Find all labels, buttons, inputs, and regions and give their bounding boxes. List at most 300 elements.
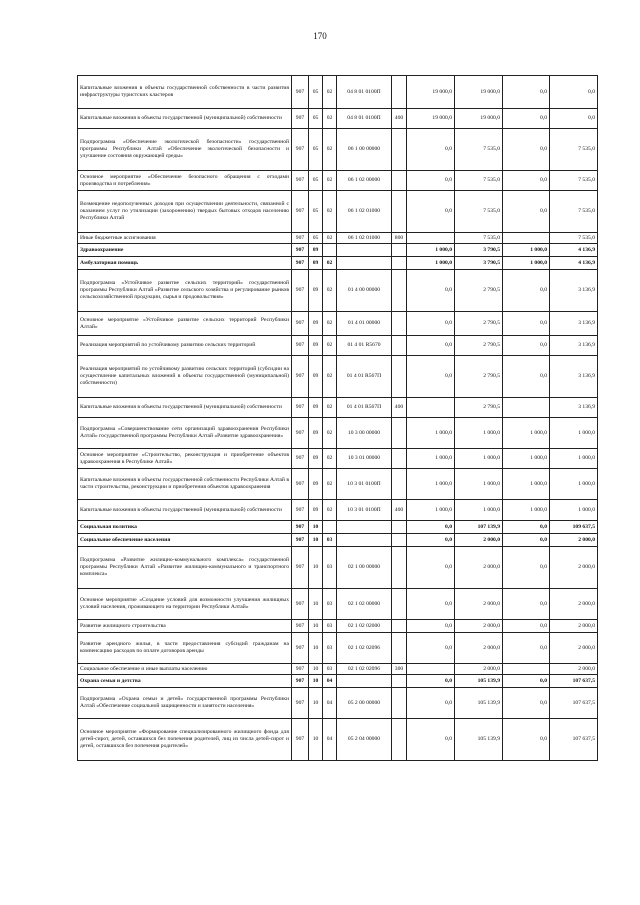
cell-amount-4: 2 000,0 xyxy=(550,589,598,620)
cell-amount-4: 7 535,0 xyxy=(550,129,598,171)
cell-amount-4: 1 000,0 xyxy=(550,449,598,469)
cell-amount-1: 0,0 xyxy=(407,129,455,171)
cell-subsection: 02 xyxy=(323,500,337,521)
cell-amount-1: 0,0 xyxy=(407,312,455,336)
cell-amount-4: 107 637,5 xyxy=(550,675,598,688)
cell-subsection: 04 xyxy=(323,688,337,719)
cell-amount-3: 0,0 xyxy=(503,336,550,356)
cell-expense-type xyxy=(392,244,407,257)
cell-amount-1 xyxy=(407,664,455,675)
cell-amount-2: 2 000,0 xyxy=(455,664,503,675)
cell-amount-3: 0,0 xyxy=(503,688,550,719)
budget-table-body xyxy=(78,76,598,761)
cell-expense-type xyxy=(392,257,407,270)
cell-admin-code: 907 xyxy=(292,521,309,534)
cell-amount-1: 1 000,0 xyxy=(407,449,455,469)
cell-amount-1 xyxy=(407,233,455,244)
cell-target-article xyxy=(337,521,392,534)
cell-admin-code: 907 xyxy=(292,589,309,620)
cell-amount-2: 7 535,0 xyxy=(455,129,503,171)
cell-section: 09 xyxy=(309,418,323,449)
cell-amount-2: 1 000,0 xyxy=(455,469,503,500)
cell-amount-4: 3 136,9 xyxy=(550,398,598,418)
cell-amount-4: 7 535,0 xyxy=(550,171,598,191)
cell-section: 10 xyxy=(309,589,323,620)
cell-admin-code: 907 xyxy=(292,109,309,129)
cell-amount-3: 0,0 xyxy=(503,171,550,191)
cell-section: 05 xyxy=(309,76,323,109)
cell-amount-2: 105 139,9 xyxy=(455,719,503,761)
cell-target-article: 01 4 00 00000 xyxy=(337,270,392,312)
cell-name: Капитальные вложения в объекты государственной собственности в части развития инфраструктуры туристских кластеров xyxy=(78,76,292,109)
cell-target-article: 05 2 04 00000 xyxy=(337,719,392,761)
cell-amount-4: 2 000,0 xyxy=(550,534,598,547)
cell-target-article: 02 1 02 02096 xyxy=(337,633,392,664)
cell-amount-4: 4 136,9 xyxy=(550,244,598,257)
cell-expense-type xyxy=(392,418,407,449)
cell-admin-code: 907 xyxy=(292,500,309,521)
cell-subsection: 02 xyxy=(323,398,337,418)
table-row xyxy=(78,191,598,233)
cell-amount-1: 0,0 xyxy=(407,171,455,191)
cell-subsection: 02 xyxy=(323,449,337,469)
cell-amount-1: 0,0 xyxy=(407,589,455,620)
cell-amount-3 xyxy=(503,398,550,418)
cell-name: Подпрограмма «Развитие жилищно-коммунального комплекса» государственной программы Республики Алтай «Развитие жилищно-коммунального и транспортного комплекса» xyxy=(78,547,292,589)
cell-admin-code: 907 xyxy=(292,76,309,109)
cell-amount-1: 0,0 xyxy=(407,534,455,547)
table-row xyxy=(78,76,598,109)
cell-amount-3: 0,0 xyxy=(503,191,550,233)
table-row xyxy=(78,398,598,418)
cell-target-article: 04 8 01 0100П xyxy=(337,76,392,109)
cell-amount-3: 0,0 xyxy=(503,109,550,129)
cell-name: Капитальные вложения в объекты государственной собственности Республики Алтай в части строительства, реконструкции и приобретения объектов здравоохранения xyxy=(78,469,292,500)
cell-amount-1: 19 000,0 xyxy=(407,76,455,109)
cell-amount-1: 1 000,0 xyxy=(407,257,455,270)
cell-amount-1: 0,0 xyxy=(407,356,455,398)
cell-name: Социальное обеспечение населения xyxy=(78,534,292,547)
cell-amount-2: 2 000,0 xyxy=(455,547,503,589)
cell-subsection: 04 xyxy=(323,719,337,761)
table-row xyxy=(78,257,598,270)
cell-amount-3: 0,0 xyxy=(503,312,550,336)
cell-amount-3: 0,0 xyxy=(503,675,550,688)
cell-amount-1: 0,0 xyxy=(407,675,455,688)
cell-expense-type: 300 xyxy=(392,664,407,675)
cell-amount-4: 1 000,0 xyxy=(550,418,598,449)
cell-target-article: 02 1 00 00000 xyxy=(337,547,392,589)
cell-amount-4: 2 000,0 xyxy=(550,664,598,675)
cell-amount-3: 0,0 xyxy=(503,719,550,761)
cell-name: Реализация мероприятий по устойчивому развитию сельских территорий xyxy=(78,336,292,356)
cell-amount-1: 0,0 xyxy=(407,547,455,589)
cell-name: Основное мероприятие «Строительство, реконструкция и приобретение объектов здравоохранения в Республике Алтай» xyxy=(78,449,292,469)
cell-amount-3: 0,0 xyxy=(503,633,550,664)
cell-admin-code: 907 xyxy=(292,469,309,500)
cell-admin-code: 907 xyxy=(292,191,309,233)
cell-subsection: 02 xyxy=(323,469,337,500)
cell-name: Развитие арендного жилья, в части предоставления субсидий гражданам на компенсацию расходов по оплате договоров аренды xyxy=(78,633,292,664)
cell-amount-1: 0,0 xyxy=(407,719,455,761)
cell-target-article xyxy=(337,675,392,688)
cell-section: 09 xyxy=(309,469,323,500)
cell-amount-4: 2 000,0 xyxy=(550,620,598,633)
cell-subsection: 02 xyxy=(323,171,337,191)
cell-section: 09 xyxy=(309,449,323,469)
cell-name: Капитальные вложения в объекты государственной (муниципальной) собственности xyxy=(78,500,292,521)
cell-amount-3: 0,0 xyxy=(503,521,550,534)
cell-subsection xyxy=(323,521,337,534)
cell-amount-2: 2 000,0 xyxy=(455,534,503,547)
cell-amount-3: 0,0 xyxy=(503,534,550,547)
cell-subsection: 04 xyxy=(323,675,337,688)
cell-expense-type xyxy=(392,620,407,633)
cell-name: Основное мероприятие «Устойчивое развитие сельских территорий Республики Алтай» xyxy=(78,312,292,336)
cell-admin-code: 907 xyxy=(292,633,309,664)
cell-amount-2: 2 790,5 xyxy=(455,312,503,336)
cell-target-article: 10 3 00 00000 xyxy=(337,418,392,449)
budget-table xyxy=(77,75,598,761)
cell-section: 10 xyxy=(309,688,323,719)
cell-subsection: 03 xyxy=(323,620,337,633)
cell-target-article: 06 1 02 01000 xyxy=(337,191,392,233)
table-row xyxy=(78,534,598,547)
cell-amount-1: 1 000,0 xyxy=(407,500,455,521)
cell-subsection: 02 xyxy=(323,356,337,398)
cell-admin-code: 907 xyxy=(292,675,309,688)
cell-subsection: 02 xyxy=(323,233,337,244)
cell-section: 09 xyxy=(309,500,323,521)
cell-name: Капитальные вложения в объекты государственной (муниципальной) собственности xyxy=(78,109,292,129)
cell-target-article: 10 3 01 0100П xyxy=(337,469,392,500)
cell-section: 10 xyxy=(309,633,323,664)
cell-section: 10 xyxy=(309,675,323,688)
cell-admin-code: 907 xyxy=(292,719,309,761)
table-row xyxy=(78,312,598,336)
cell-amount-1 xyxy=(407,398,455,418)
cell-expense-type xyxy=(392,191,407,233)
cell-amount-1: 0,0 xyxy=(407,521,455,534)
cell-subsection: 02 xyxy=(323,109,337,129)
cell-admin-code: 907 xyxy=(292,312,309,336)
cell-name: Амбулаторная помощь xyxy=(78,257,292,270)
cell-expense-type xyxy=(392,534,407,547)
cell-amount-1: 1 000,0 xyxy=(407,469,455,500)
cell-target-article xyxy=(337,257,392,270)
cell-target-article: 05 2 00 00000 xyxy=(337,688,392,719)
cell-amount-2: 1 000,0 xyxy=(455,418,503,449)
cell-amount-3 xyxy=(503,233,550,244)
cell-name: Подпрограмма «Обеспечение экологической безопасности» государственной программы Республики Алтай «Обеспечение экологической безопасности и улучшение состояния окружающей среды» xyxy=(78,129,292,171)
cell-target-article: 10 3 01 0100П xyxy=(337,500,392,521)
cell-expense-type: 800 xyxy=(392,233,407,244)
cell-section: 09 xyxy=(309,312,323,336)
cell-amount-3: 0,0 xyxy=(503,620,550,633)
cell-amount-2: 107 139,9 xyxy=(455,521,503,534)
cell-amount-4: 1 000,0 xyxy=(550,469,598,500)
cell-amount-3: 0,0 xyxy=(503,76,550,109)
cell-subsection: 03 xyxy=(323,589,337,620)
cell-section: 10 xyxy=(309,547,323,589)
cell-amount-4: 107 637,5 xyxy=(550,688,598,719)
cell-amount-1: 1 000,0 xyxy=(407,418,455,449)
cell-admin-code: 907 xyxy=(292,664,309,675)
cell-amount-2: 7 535,0 xyxy=(455,233,503,244)
cell-admin-code: 907 xyxy=(292,620,309,633)
cell-amount-4: 7 535,0 xyxy=(550,233,598,244)
cell-subsection: 03 xyxy=(323,547,337,589)
cell-subsection: 02 xyxy=(323,129,337,171)
cell-expense-type: 400 xyxy=(392,398,407,418)
cell-amount-3: 0,0 xyxy=(503,356,550,398)
cell-section: 05 xyxy=(309,191,323,233)
cell-amount-2: 2 000,0 xyxy=(455,633,503,664)
table-row xyxy=(78,171,598,191)
cell-section: 09 xyxy=(309,336,323,356)
cell-admin-code: 907 xyxy=(292,688,309,719)
cell-target-article: 01 4 01 00000 xyxy=(337,312,392,336)
cell-amount-3: 1 000,0 xyxy=(503,257,550,270)
table-row xyxy=(78,664,598,675)
table-row xyxy=(78,633,598,664)
cell-amount-4: 1 000,0 xyxy=(550,500,598,521)
cell-section: 09 xyxy=(309,398,323,418)
cell-section: 10 xyxy=(309,664,323,675)
table-row xyxy=(78,449,598,469)
cell-expense-type: 400 xyxy=(392,500,407,521)
cell-amount-3: 1 000,0 xyxy=(503,244,550,257)
table-row xyxy=(78,270,598,312)
cell-target-article xyxy=(337,244,392,257)
cell-amount-4: 2 000,0 xyxy=(550,547,598,589)
cell-admin-code: 907 xyxy=(292,418,309,449)
table-row xyxy=(78,719,598,761)
table-row xyxy=(78,336,598,356)
cell-amount-4: 0,0 xyxy=(550,76,598,109)
cell-target-article xyxy=(337,534,392,547)
cell-amount-2: 3 790,5 xyxy=(455,257,503,270)
cell-section: 10 xyxy=(309,719,323,761)
cell-target-article: 06 1 00 00000 xyxy=(337,129,392,171)
cell-expense-type xyxy=(392,469,407,500)
cell-amount-2: 3 790,5 xyxy=(455,244,503,257)
cell-name: Иные бюджетные ассигнования xyxy=(78,233,292,244)
cell-amount-3: 0,0 xyxy=(503,589,550,620)
cell-amount-1: 1 000,0 xyxy=(407,244,455,257)
cell-amount-2: 2 000,0 xyxy=(455,589,503,620)
cell-amount-2: 1 000,0 xyxy=(455,449,503,469)
cell-amount-1: 0,0 xyxy=(407,620,455,633)
cell-amount-4: 3 136,9 xyxy=(550,270,598,312)
cell-subsection: 03 xyxy=(323,534,337,547)
cell-name: Возмещение недополученных доходов при осуществлении деятельности, связанной с оказанием услуг по утилизации (захоронению) твердых бытовых отходов населению Республики Алтай xyxy=(78,191,292,233)
cell-expense-type xyxy=(392,675,407,688)
cell-subsection: 02 xyxy=(323,191,337,233)
table-row xyxy=(78,620,598,633)
cell-expense-type xyxy=(392,589,407,620)
table-row xyxy=(78,469,598,500)
cell-expense-type xyxy=(392,633,407,664)
cell-name: Охрана семьи и детства xyxy=(78,675,292,688)
cell-subsection: 03 xyxy=(323,633,337,664)
cell-target-article: 06 1 02 00000 xyxy=(337,171,392,191)
table-row xyxy=(78,356,598,398)
cell-expense-type xyxy=(392,312,407,336)
cell-section: 05 xyxy=(309,171,323,191)
cell-admin-code: 907 xyxy=(292,129,309,171)
cell-subsection: 02 xyxy=(323,76,337,109)
cell-target-article: 04 8 01 0100П xyxy=(337,109,392,129)
cell-expense-type xyxy=(392,76,407,109)
cell-amount-3: 1 000,0 xyxy=(503,418,550,449)
cell-target-article: 02 1 02 02000 xyxy=(337,620,392,633)
cell-admin-code: 907 xyxy=(292,270,309,312)
cell-subsection: 02 xyxy=(323,336,337,356)
cell-expense-type xyxy=(392,270,407,312)
cell-name: Подпрограмма «Совершенствование сети организаций здравоохранения Республики Алтай» государственной программы Республики Алтай «Развитие здравоохранения» xyxy=(78,418,292,449)
cell-name: Основное мероприятие «Формирование специализированного жилищного фонда для детей-сирот, детей, оставшихся без попечения родителей, лиц из числа детей-сирот и детей, оставшихся без попечения родителей» xyxy=(78,719,292,761)
cell-section: 10 xyxy=(309,534,323,547)
cell-amount-3: 0,0 xyxy=(503,547,550,589)
cell-name: Основное мероприятие «Обеспечение безопасного обращения с отходами производства и потребления» xyxy=(78,171,292,191)
cell-amount-2: 2 790,5 xyxy=(455,398,503,418)
cell-admin-code: 907 xyxy=(292,171,309,191)
cell-name: Капитальные вложения в объекты государственной (муниципальной) собственности xyxy=(78,398,292,418)
cell-amount-4: 109 637,5 xyxy=(550,521,598,534)
cell-section: 05 xyxy=(309,233,323,244)
cell-expense-type xyxy=(392,336,407,356)
cell-amount-2: 2 790,5 xyxy=(455,336,503,356)
cell-subsection xyxy=(323,244,337,257)
cell-section: 09 xyxy=(309,270,323,312)
cell-target-article: 02 1 02 00000 xyxy=(337,589,392,620)
cell-amount-3: 1 000,0 xyxy=(503,449,550,469)
cell-amount-2: 19 000,0 xyxy=(455,76,503,109)
table-row xyxy=(78,500,598,521)
cell-amount-3: 1 000,0 xyxy=(503,500,550,521)
cell-expense-type xyxy=(392,688,407,719)
cell-amount-4: 3 136,9 xyxy=(550,356,598,398)
cell-admin-code: 907 xyxy=(292,356,309,398)
cell-amount-2: 2 790,5 xyxy=(455,270,503,312)
cell-expense-type xyxy=(392,521,407,534)
cell-name: Развитие жилищного строительства xyxy=(78,620,292,633)
cell-section: 09 xyxy=(309,257,323,270)
cell-subsection: 03 xyxy=(323,664,337,675)
table-row xyxy=(78,688,598,719)
cell-subsection: 02 xyxy=(323,257,337,270)
cell-amount-2: 7 535,0 xyxy=(455,191,503,233)
cell-amount-1: 0,0 xyxy=(407,688,455,719)
cell-section: 05 xyxy=(309,129,323,171)
cell-amount-1: 0,0 xyxy=(407,270,455,312)
cell-amount-2: 2 790,5 xyxy=(455,356,503,398)
page-number: 170 xyxy=(313,31,327,41)
cell-expense-type xyxy=(392,129,407,171)
cell-expense-type xyxy=(392,547,407,589)
cell-amount-2: 105 139,9 xyxy=(455,675,503,688)
cell-admin-code: 907 xyxy=(292,534,309,547)
cell-amount-4: 7 535,0 xyxy=(550,191,598,233)
cell-expense-type xyxy=(392,356,407,398)
cell-section: 10 xyxy=(309,521,323,534)
cell-amount-2: 7 535,0 xyxy=(455,171,503,191)
cell-subsection: 02 xyxy=(323,312,337,336)
cell-amount-1: 0,0 xyxy=(407,191,455,233)
cell-section: 09 xyxy=(309,244,323,257)
cell-admin-code: 907 xyxy=(292,336,309,356)
cell-name: Социальная политика xyxy=(78,521,292,534)
cell-target-article: 02 1 02 02096 xyxy=(337,664,392,675)
table-row xyxy=(78,418,598,449)
cell-admin-code: 907 xyxy=(292,547,309,589)
table-row xyxy=(78,109,598,129)
cell-section: 05 xyxy=(309,109,323,129)
cell-name: Подпрограмма «Устойчивое развитие сельских территорий» государственной программы Республики Алтай «Развитие сельского хозяйства и регулирование рынков сельскохозяйственной продукции, сырья и продовольствия» xyxy=(78,270,292,312)
cell-subsection: 02 xyxy=(323,418,337,449)
cell-target-article: 01 4 01 R5670 xyxy=(337,336,392,356)
cell-name: Здравоохранение xyxy=(78,244,292,257)
cell-admin-code: 907 xyxy=(292,257,309,270)
cell-amount-4: 107 637,5 xyxy=(550,719,598,761)
cell-amount-2: 19 000,0 xyxy=(455,109,503,129)
cell-name: Основное мероприятие «Создание условий для возможности улучшения жилищных условий населения, проживающего на территории Республики Алтай» xyxy=(78,589,292,620)
cell-admin-code: 907 xyxy=(292,398,309,418)
table-row xyxy=(78,521,598,534)
cell-amount-4: 2 000,0 xyxy=(550,633,598,664)
cell-expense-type xyxy=(392,449,407,469)
cell-amount-3: 1 000,0 xyxy=(503,469,550,500)
table-row xyxy=(78,129,598,171)
cell-amount-2: 2 000,0 xyxy=(455,620,503,633)
cell-amount-2: 105 139,9 xyxy=(455,688,503,719)
cell-admin-code: 907 xyxy=(292,244,309,257)
cell-subsection: 02 xyxy=(323,270,337,312)
table-row xyxy=(78,547,598,589)
table-row xyxy=(78,675,598,688)
cell-admin-code: 907 xyxy=(292,449,309,469)
table-row xyxy=(78,233,598,244)
cell-expense-type xyxy=(392,719,407,761)
cell-amount-4: 4 136,9 xyxy=(550,257,598,270)
cell-amount-1: 0,0 xyxy=(407,336,455,356)
cell-amount-3: 0,0 xyxy=(503,270,550,312)
table-row xyxy=(78,244,598,257)
cell-target-article: 01 4 01 R567П xyxy=(337,398,392,418)
cell-amount-1: 19 000,0 xyxy=(407,109,455,129)
cell-amount-2: 1 000,0 xyxy=(455,500,503,521)
cell-name: Подпрограмма «Охрана семьи и детей» государственной программы Республики Алтай «Обеспечение социальной защищенности и занятости населения» xyxy=(78,688,292,719)
cell-name: Социальное обеспечение и иные выплаты населению xyxy=(78,664,292,675)
cell-target-article: 01 4 01 R567П xyxy=(337,356,392,398)
cell-amount-3 xyxy=(503,664,550,675)
cell-expense-type: 400 xyxy=(392,109,407,129)
cell-target-article: 06 1 02 01000 xyxy=(337,233,392,244)
cell-target-article: 10 3 01 00000 xyxy=(337,449,392,469)
cell-amount-3: 0,0 xyxy=(503,129,550,171)
cell-section: 09 xyxy=(309,356,323,398)
cell-amount-4: 3 136,9 xyxy=(550,336,598,356)
cell-amount-1: 0,0 xyxy=(407,633,455,664)
cell-section: 10 xyxy=(309,620,323,633)
cell-expense-type xyxy=(392,171,407,191)
cell-admin-code: 907 xyxy=(292,233,309,244)
cell-amount-4: 0,0 xyxy=(550,109,598,129)
cell-name: Реализация мероприятий по устойчивому развитию сельских территорий (субсидии на осуществление капитальных вложений в объекты государственной (муниципальной) собственности) xyxy=(78,356,292,398)
cell-amount-4: 3 136,9 xyxy=(550,312,598,336)
table-row xyxy=(78,589,598,620)
